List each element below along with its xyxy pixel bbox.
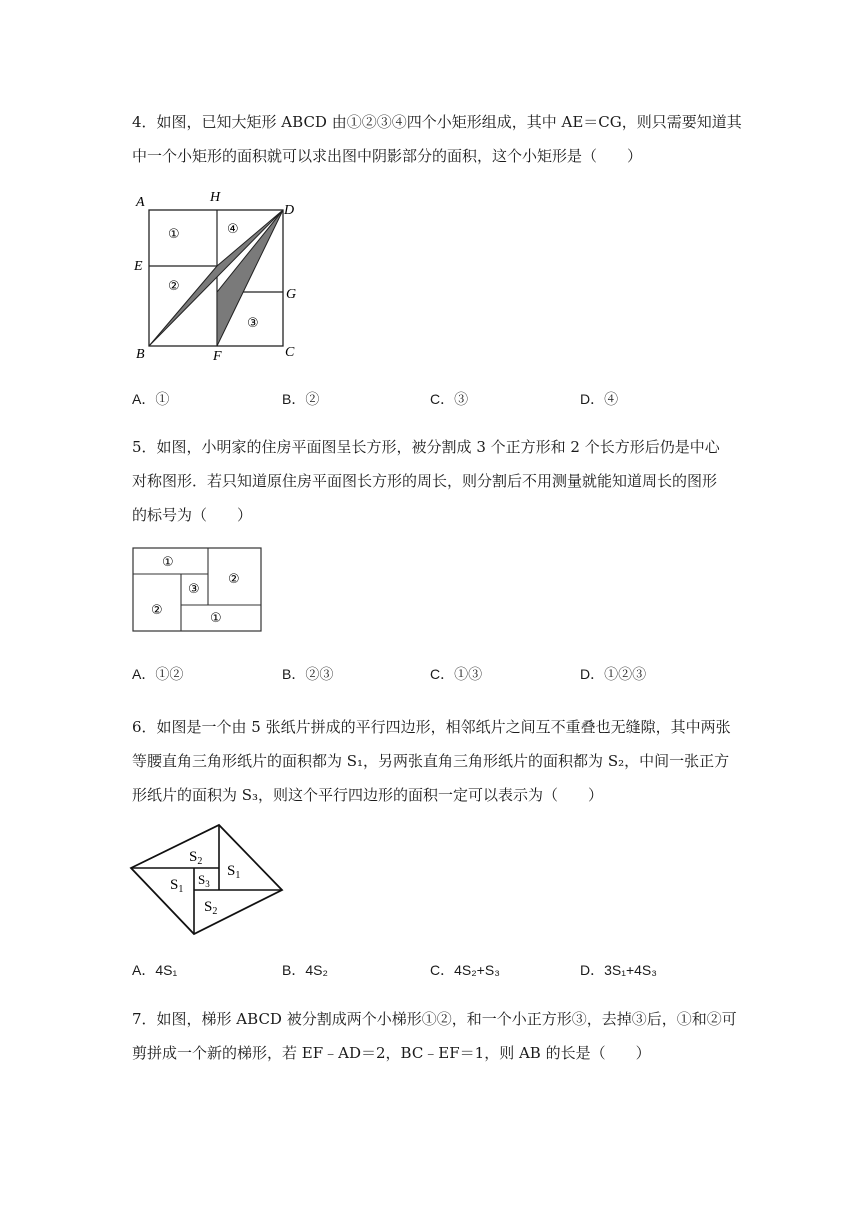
q4-option-a-letter: A． bbox=[132, 391, 156, 407]
label-c: C bbox=[285, 345, 295, 360]
label-f: F bbox=[213, 349, 222, 364]
q4-option-c-text: ③ bbox=[454, 391, 469, 407]
question-4-line-2: 中一个小矩形的面积就可以求出图中阴影部分的面积，这个小矩形是（ ） bbox=[132, 147, 643, 165]
q5-option-b[interactable] bbox=[282, 664, 333, 684]
q5-option-d-text: ①②③ bbox=[604, 666, 647, 682]
q6-option-a-letter: A． bbox=[132, 962, 156, 978]
q6-option-c[interactable] bbox=[430, 960, 500, 980]
q6-option-c-letter: C． bbox=[430, 962, 455, 978]
question-7-line-2: 剪拼成一个新的梯形，若 EF﹣AD＝2，BC﹣EF＝1，则 AB 的长是（ ） bbox=[132, 1044, 651, 1062]
question-7 bbox=[132, 1002, 737, 1070]
question-6-line-3: 形纸片的面积为 S₃，则这个平行四边形的面积一定可以表示为（ ） bbox=[132, 786, 604, 804]
label-s1-right: $S_1$ bbox=[227, 863, 241, 881]
room-label-2-right: ② bbox=[228, 572, 240, 587]
q4-option-a[interactable] bbox=[132, 389, 169, 409]
room-label-1-bottom: ① bbox=[210, 611, 222, 626]
q4-option-d-letter: D． bbox=[580, 391, 605, 407]
label-e: E bbox=[134, 259, 143, 274]
q5-option-c[interactable] bbox=[430, 664, 482, 684]
label-h: H bbox=[210, 190, 221, 205]
label-s2-bottom: $S_2$ bbox=[204, 899, 218, 917]
q4-option-c-letter: C． bbox=[430, 391, 455, 407]
q5-option-b-text: ②③ bbox=[305, 666, 334, 682]
label-rect-3: ③ bbox=[247, 316, 259, 331]
q4-option-d[interactable] bbox=[580, 389, 618, 409]
q5-option-c-text: ①③ bbox=[454, 666, 483, 682]
q6-option-d-letter: D． bbox=[580, 962, 605, 978]
q4-option-b[interactable] bbox=[282, 389, 319, 409]
question-5-line-1: 5．如图，小明家的住房平面图呈长方形，被分割成 3 个正方形和 2 个长方形后仍是中心 bbox=[132, 438, 720, 456]
label-s2-top: $S_2$ bbox=[189, 849, 203, 867]
q5-option-a-letter: A． bbox=[132, 666, 156, 682]
q5-option-a-text: ①② bbox=[155, 666, 184, 682]
q6-option-a[interactable] bbox=[132, 960, 177, 980]
q4-option-b-letter: B． bbox=[282, 391, 306, 407]
label-d: D bbox=[284, 203, 295, 218]
q4-option-a-text: ① bbox=[155, 391, 170, 407]
label-rect-2: ② bbox=[168, 279, 180, 294]
question-4-figure bbox=[130, 186, 310, 364]
q6-option-d[interactable] bbox=[580, 960, 657, 980]
question-6-figure bbox=[128, 822, 286, 938]
question-5-figure bbox=[130, 544, 266, 636]
q6-option-b-text: 4S₂ bbox=[305, 962, 328, 978]
label-rect-1: ① bbox=[168, 227, 180, 242]
q6-option-d-text: 3S₁+4S₃ bbox=[604, 962, 657, 978]
q4-option-d-text: ④ bbox=[604, 391, 619, 407]
question-4-line-1: 4．如图，已知大矩形 ABCD 由①②③④四个小矩形组成，其中 AE＝CG，则只需要知道其 bbox=[132, 113, 742, 131]
label-s3: $S_3$ bbox=[198, 872, 210, 889]
label-a: A bbox=[136, 195, 145, 210]
label-s1-left: $S_1$ bbox=[170, 877, 184, 895]
q6-option-b-letter: B． bbox=[282, 962, 306, 978]
q6-option-b[interactable] bbox=[282, 960, 328, 980]
question-7-line-1: 7．如图，梯形 ABCD 被分割成两个小梯形①②，和一个小正方形③，去掉③后，①和②可 bbox=[132, 1010, 737, 1028]
room-label-1-top: ① bbox=[162, 555, 174, 570]
q4-option-c[interactable] bbox=[430, 389, 468, 409]
q5-option-b-letter: B． bbox=[282, 666, 306, 682]
room-label-3-center: ③ bbox=[188, 582, 200, 597]
question-6 bbox=[132, 710, 732, 812]
question-6-line-2: 等腰直角三角形纸片的面积都为 S₁，另两张直角三角形纸片的面积都为 S₂，中间一张正方 bbox=[132, 752, 730, 770]
question-5-line-3: 的标号为（ ） bbox=[132, 506, 253, 524]
q6-option-a-text: 4S₁ bbox=[155, 962, 178, 978]
question-4 bbox=[132, 105, 742, 173]
q5-option-a[interactable] bbox=[132, 664, 183, 684]
label-g: G bbox=[286, 287, 297, 302]
q6-option-c-text: 4S₂+S₃ bbox=[454, 962, 500, 978]
q5-option-d[interactable] bbox=[580, 664, 646, 684]
question-5 bbox=[132, 430, 732, 532]
q5-option-c-letter: C． bbox=[430, 666, 455, 682]
label-rect-4: ④ bbox=[227, 222, 239, 237]
label-b: B bbox=[136, 347, 145, 362]
room-label-2-left: ② bbox=[151, 603, 163, 618]
question-5-line-2: 对称图形．若只知道原住房平面图长方形的周长，则分割后不用测量就能知道周长的图形 bbox=[132, 472, 718, 490]
q4-option-b-text: ② bbox=[305, 391, 320, 407]
question-6-line-1: 6．如图是一个由 5 张纸片拼成的平行四边形，相邻纸片之间互不重叠也无缝隙，其中两张 bbox=[132, 718, 731, 736]
q5-option-d-letter: D． bbox=[580, 666, 605, 682]
